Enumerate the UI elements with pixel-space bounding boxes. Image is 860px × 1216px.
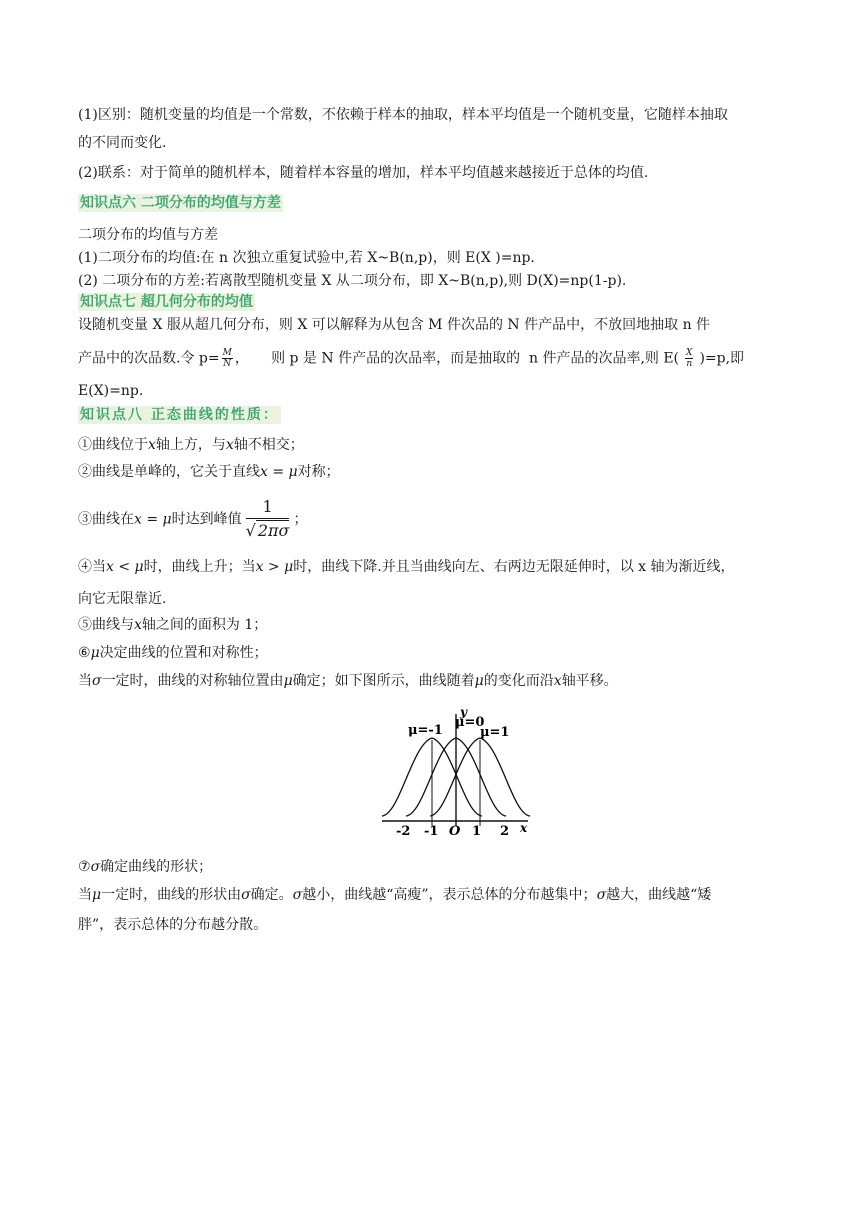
tick-2: 2 bbox=[500, 824, 510, 839]
p1-a: ①曲线位于 bbox=[78, 437, 148, 453]
p6d-x: x bbox=[553, 673, 562, 689]
p4-math1: x < μ bbox=[106, 559, 144, 575]
p3-c: ； bbox=[293, 511, 308, 528]
property-4-line-2: 向它无限靠近. bbox=[78, 591, 167, 607]
fraction-n: N bbox=[223, 359, 232, 369]
p6d-sigma: σ bbox=[92, 673, 102, 689]
p7-b: 确定曲线的形状； bbox=[100, 859, 213, 875]
p7d-sigma3: σ bbox=[596, 887, 607, 903]
hyper-text-a: 产品中的次品数.令 p= bbox=[78, 350, 220, 367]
p4-b: 时，曲线上升；当 bbox=[143, 559, 256, 575]
tick-m2: -2 bbox=[396, 824, 411, 839]
peak-denominator bbox=[246, 519, 290, 543]
normal-curves-figure bbox=[378, 704, 538, 844]
p6d-a: 当 bbox=[78, 673, 92, 689]
fraction-x: X bbox=[686, 348, 693, 358]
section-8-heading bbox=[78, 406, 281, 424]
hyper-text-c: )=p,即 bbox=[699, 350, 745, 367]
section-7-heading bbox=[78, 293, 255, 311]
p6-b: 决定曲线的位置和对称性； bbox=[99, 645, 268, 661]
section-6-heading bbox=[78, 194, 283, 212]
p6d-mu: μ bbox=[283, 673, 293, 689]
p7d-sigma: σ bbox=[241, 887, 251, 903]
label-mu-1: μ=1 bbox=[480, 725, 510, 740]
sqrt-content: 2πσ bbox=[257, 521, 290, 540]
fraction-n2: n bbox=[686, 359, 693, 369]
p1-x1: x bbox=[148, 437, 156, 453]
difference-line-2: 的不同而变化. bbox=[78, 135, 167, 151]
p4-a: ④当 bbox=[78, 559, 106, 575]
property-4-line-1 bbox=[78, 558, 735, 576]
section-7-heading-text: 知识点七 超几何分布的均值 bbox=[80, 294, 253, 310]
label-x: x bbox=[520, 821, 528, 835]
property-6 bbox=[78, 644, 268, 662]
p5-a: ⑤曲线与 bbox=[78, 617, 134, 633]
hyper-text-b: ， 则 p 是 N 件产品的次品率，而是抽取的 n 件产品的次品率,则 E( bbox=[234, 350, 680, 367]
relation-paragraph: (2)联系：对于简单的随机样本，随着样本容量的增加，样本平均值越来越接近于总体的均值. bbox=[78, 165, 649, 181]
fraction-x-over-n bbox=[685, 348, 693, 369]
property-7 bbox=[78, 858, 212, 876]
p1-c: 轴不相交； bbox=[233, 437, 304, 453]
p3-b: 时达到峰值 bbox=[171, 511, 242, 528]
section-6-heading-text: 知识点六 二项分布的均值与方差 bbox=[80, 195, 281, 211]
p2-a: ②曲线是单峰的，它关于直线 bbox=[78, 464, 260, 480]
p6d-c: 确定；如下图所示，曲线随着 bbox=[292, 673, 475, 689]
peak-numerator: 1 bbox=[246, 496, 290, 519]
p6d-e: 轴平移。 bbox=[561, 673, 618, 689]
p7d-c: 确定。 bbox=[250, 887, 293, 903]
p6d-b: 一定时，曲线的对称轴位置由 bbox=[101, 673, 284, 689]
section-8-heading-text: 知识点八 正态曲线的性质： bbox=[80, 407, 279, 423]
tick-m1: -1 bbox=[424, 824, 439, 839]
label-y: y bbox=[460, 705, 467, 719]
section-6-title: 二项分布的均值与方差 bbox=[78, 227, 218, 243]
p4-math2: x > μ bbox=[255, 559, 294, 575]
p5-b: 轴之间的面积为 1； bbox=[141, 617, 268, 633]
p4-c: 时，曲线下降.并且当曲线向左、右两边无限延伸时，以 x 轴为渐近线， bbox=[293, 559, 735, 575]
property-2 bbox=[78, 463, 340, 481]
property-6-detail bbox=[78, 672, 618, 690]
difference-line-1: (1)区别：随机变量的均值是一个常数，不依赖于样本的抽取，样本平均值是一个随机变量，它随样本抽取 bbox=[78, 107, 728, 123]
p7-a: ⑦ bbox=[78, 859, 91, 875]
fraction-m: M bbox=[222, 348, 232, 358]
binomial-variance: (2) 二项分布的方差:若离散型随机变量 X 从二项分布，即 X~B(n,p),则 D(X)=np(1-p). bbox=[78, 273, 627, 289]
normal-curves-svg bbox=[378, 704, 538, 840]
p7d-d: 越小，曲线越“高瘦”，表示总体的分布越集中； bbox=[302, 887, 597, 903]
hypergeometric-line-2 bbox=[78, 348, 744, 369]
property-7-detail-line-1 bbox=[78, 886, 711, 904]
p7-sigma: σ bbox=[90, 859, 101, 875]
p6d-d: 的变化而沿 bbox=[483, 673, 554, 689]
binomial-mean: (1)二项分布的均值:在 n 次独立重复试验中,若 X~B(n,p)，则 E(X )=np. bbox=[78, 250, 535, 266]
p1-x2: x bbox=[225, 437, 234, 453]
p2-b: 对称； bbox=[297, 464, 340, 480]
property-1 bbox=[78, 436, 304, 454]
p6-a: ⑥ bbox=[78, 645, 91, 661]
p3-a: ③曲线在 bbox=[78, 511, 134, 528]
fraction-m-over-n bbox=[222, 348, 233, 369]
hypergeometric-line-1: 设随机变量 X 服从超几何分布，则 X 可以解释为从包含 M 件次品的 N 件产品中，不放回地抽取 n 件 bbox=[78, 317, 711, 333]
sqrt-sign: √ bbox=[245, 521, 256, 540]
p3-math: x = μ bbox=[134, 511, 172, 528]
hypergeometric-line-3: E(X)=np. bbox=[78, 383, 144, 399]
p7d-a: 当 bbox=[78, 887, 92, 903]
p2-math: x = μ bbox=[260, 464, 298, 480]
p7d-e: 越大，曲线越“矮 bbox=[606, 887, 712, 903]
label-mu-m1: μ=-1 bbox=[408, 723, 443, 738]
property-5 bbox=[78, 616, 267, 634]
property-7-detail-line-2: 胖”，表示总体的分布越分散。 bbox=[78, 917, 268, 933]
p7d-mu: μ bbox=[92, 887, 102, 903]
p6-mu: μ bbox=[90, 645, 100, 661]
peak-fraction bbox=[246, 496, 290, 543]
tick-1: 1 bbox=[472, 824, 482, 839]
p7d-sigma2: σ bbox=[292, 887, 303, 903]
tick-origin: O bbox=[449, 824, 461, 839]
p1-b: 轴上方，与 bbox=[155, 437, 226, 453]
label-mu-0: μ=0 bbox=[455, 715, 485, 730]
p5-x: x bbox=[134, 617, 142, 633]
property-3 bbox=[78, 496, 307, 543]
p7d-b: 一定时，曲线的形状由 bbox=[101, 887, 242, 903]
p6d-mu2: μ bbox=[474, 673, 484, 689]
